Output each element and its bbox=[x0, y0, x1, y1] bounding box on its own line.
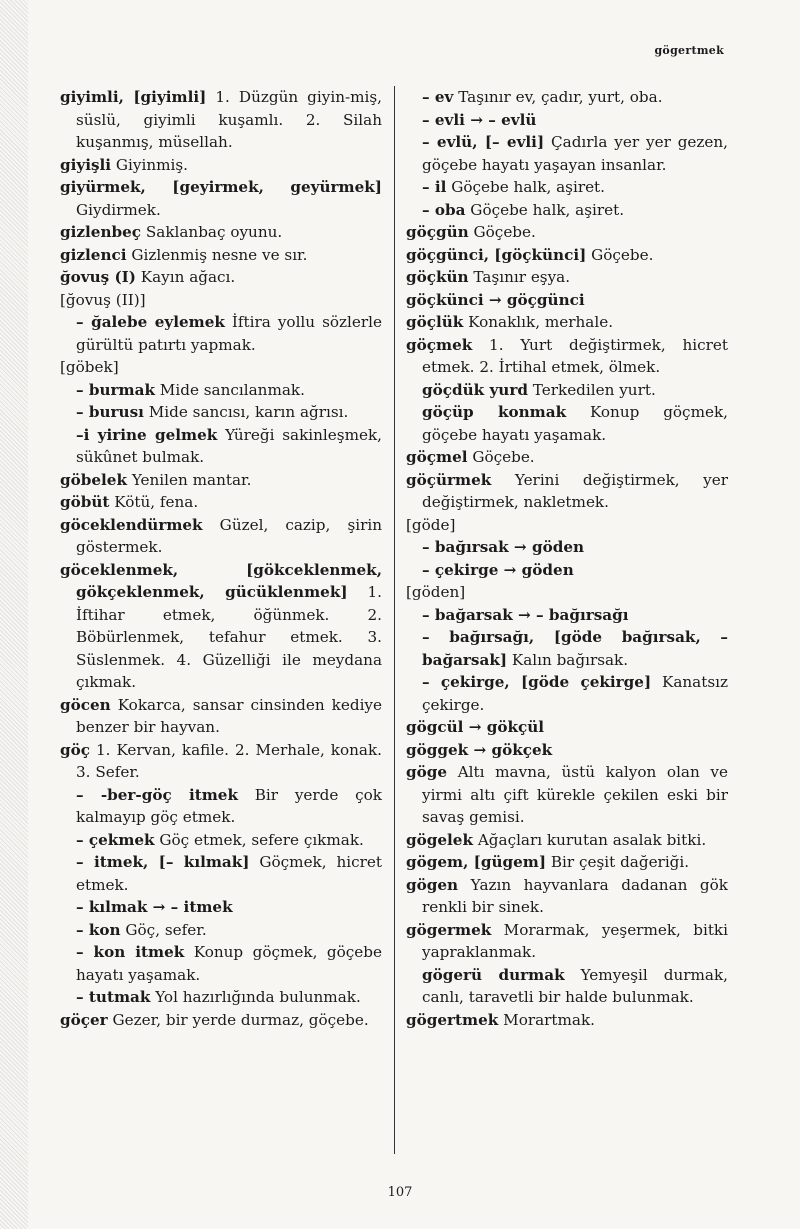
headword: gizlenci bbox=[60, 245, 127, 264]
headword: gögen bbox=[406, 875, 459, 894]
scanned-page-edge bbox=[0, 0, 28, 1229]
dictionary-subentry bbox=[60, 919, 382, 942]
dictionary-subentry bbox=[60, 784, 382, 829]
headword: – bağırsak → göden bbox=[422, 538, 585, 556]
dictionary-entry bbox=[406, 581, 728, 604]
dictionary-entry bbox=[60, 469, 382, 492]
headword: giyürmek, [geyirmek, geyürmek] bbox=[60, 178, 382, 196]
definition: İftira yollu sözlerle gürültü patırtı yapmak. bbox=[76, 313, 382, 354]
dictionary-subentry bbox=[406, 626, 728, 671]
definition: Göçebe. bbox=[468, 223, 536, 241]
headword: – ğalebe eylemek bbox=[76, 313, 225, 331]
dictionary-subentry bbox=[60, 424, 382, 469]
definition: 1. Düzgün giyin-miş, süslü, giyimli kuşamlı. 2. Silah kuşanmış, müsellah. bbox=[76, 88, 382, 151]
definition: Kokarca, sansar cinsinden kediye benzer bir hayvan. bbox=[76, 695, 382, 736]
dictionary-subentry bbox=[406, 559, 728, 582]
dictionary-entry bbox=[406, 829, 728, 852]
headword: göcen bbox=[60, 695, 111, 714]
headword: göbelek bbox=[60, 470, 127, 489]
headword: –i yirine gelmek bbox=[76, 425, 218, 444]
dictionary-entry bbox=[406, 446, 728, 469]
headword: giyişli bbox=[60, 155, 112, 174]
dictionary-entry bbox=[406, 311, 728, 334]
dictionary-subentry bbox=[406, 379, 728, 402]
headword: – bağırsağı, [göde bağırsak, – bağarsak] bbox=[422, 628, 728, 669]
headword: giyimli, [giyimli] bbox=[60, 88, 207, 106]
dictionary-entry bbox=[406, 874, 728, 919]
dictionary-subentry bbox=[406, 536, 728, 559]
headword: göçlük bbox=[406, 313, 464, 331]
headword: – itmek, [– kılmak] bbox=[76, 853, 250, 871]
dictionary-subentry bbox=[406, 401, 728, 446]
dictionary-subentry bbox=[406, 964, 728, 1009]
definition: Çadırla yer yer gezen, göçebe hayatı yaşayan insanlar. bbox=[422, 133, 729, 174]
headword: göceklenmek, [gökceklenmek, gökçeklenmek, gücüklenmek] bbox=[60, 560, 382, 601]
definition: Göçebe. bbox=[467, 448, 535, 466]
dictionary-entry bbox=[60, 356, 382, 379]
dictionary-entry bbox=[406, 716, 728, 739]
dictionary-subentry bbox=[406, 131, 728, 176]
dictionary-entry bbox=[406, 919, 728, 964]
dictionary-subentry bbox=[406, 199, 728, 222]
dictionary-subentry bbox=[60, 401, 382, 424]
definition: Kötü, fena. bbox=[109, 493, 199, 511]
headword: gögelek bbox=[406, 830, 473, 849]
definition: Kalın bağırsak. bbox=[507, 650, 629, 669]
definition: Yol hazırlığında bulunmak. bbox=[150, 988, 361, 1006]
definition: Yüreği sakinleşmek, sükûnet bulmak. bbox=[76, 425, 382, 466]
dictionary-entry bbox=[60, 491, 382, 514]
dictionary-entry bbox=[60, 514, 382, 559]
definition: Terkedilen yurt. bbox=[527, 380, 656, 399]
definition: Konaklık, merhale. bbox=[463, 313, 614, 331]
definition: Gezer, bir yerde durmaz, göçebe. bbox=[107, 1010, 369, 1029]
headword: – oba bbox=[422, 200, 466, 219]
definition: [göden] bbox=[406, 583, 466, 601]
dictionary-subentry bbox=[60, 941, 382, 986]
headword: gögertmek bbox=[406, 1010, 499, 1029]
definition: Göçebe halk, aşiret. bbox=[465, 200, 625, 219]
dictionary-entry bbox=[406, 244, 728, 267]
definition: [göbek] bbox=[60, 358, 119, 376]
definition: Göçmek, hicret etmek. bbox=[76, 853, 382, 894]
headword: – ev bbox=[422, 88, 454, 106]
dictionary-entry bbox=[406, 761, 728, 829]
definition: Giyinmiş. bbox=[111, 155, 188, 174]
headword: göç bbox=[60, 740, 90, 759]
definition: Bir yerde çok kalmayıp göç etmek. bbox=[76, 785, 382, 826]
definition: Yemyeşil durmak, canlı, taravetli bir halde bulunmak. bbox=[422, 965, 729, 1006]
headword: göceklendürmek bbox=[60, 515, 203, 534]
dictionary-entry bbox=[406, 334, 728, 379]
headword: – -ber-göç itmek bbox=[76, 785, 238, 804]
headword: – çekmek bbox=[76, 830, 155, 849]
definition: Mide sancısı, karın ağrısı. bbox=[143, 403, 349, 421]
dictionary-entry bbox=[406, 739, 728, 762]
headword: gizlenbeç bbox=[60, 223, 142, 241]
definition: Bir çeşit dağeriği. bbox=[546, 853, 690, 871]
definition: Konup göçmek, göçebe hayatı yaşamak. bbox=[422, 403, 728, 444]
definition: Göçebe. bbox=[586, 245, 654, 264]
definition: Ağaçları kurutan asalak bitki. bbox=[473, 830, 707, 849]
dictionary-subentry bbox=[60, 311, 382, 356]
headword: ğovuş (I) bbox=[60, 268, 136, 286]
headword: göçdük yurd bbox=[422, 380, 528, 399]
dictionary-entry bbox=[60, 289, 382, 312]
dictionary-entry bbox=[60, 739, 382, 784]
dictionary-subentry bbox=[60, 851, 382, 896]
headword: göçkünci → göçgünci bbox=[406, 290, 585, 309]
headword: – burusı bbox=[76, 403, 144, 421]
definition: Kayın ağacı. bbox=[135, 268, 236, 286]
headword: göçmel bbox=[406, 448, 468, 466]
dictionary-entry bbox=[60, 154, 382, 177]
headword: göçgün bbox=[406, 223, 469, 241]
definition: 1. Yurt değiştirmek, hicret etmek. 2. İrtihal etmek, ölmek. bbox=[422, 335, 728, 376]
headword: gögem, [gügem] bbox=[406, 853, 547, 871]
right-column bbox=[406, 86, 728, 1031]
dictionary-entry bbox=[60, 694, 382, 739]
definition: Yerini değiştirmek, yer değiştirmek, nakletmek. bbox=[422, 470, 728, 511]
dictionary-entry bbox=[60, 1009, 382, 1032]
definition: Giydirmek. bbox=[76, 200, 161, 219]
dictionary-subentry bbox=[60, 896, 382, 919]
headword: – kon bbox=[76, 920, 121, 939]
dictionary-entry bbox=[60, 86, 382, 154]
definition: Altı mavna, üstü kalyon olan ve yirmi altı çift kürekle çekilen eski bir savaş gemisi. bbox=[422, 763, 728, 826]
column-divider bbox=[394, 86, 395, 1154]
dictionary-entry bbox=[60, 176, 382, 221]
definition: Morartmak. bbox=[498, 1010, 595, 1029]
headword: – çekirge, [göde çekirge] bbox=[422, 673, 652, 691]
dictionary-subentry bbox=[406, 604, 728, 627]
definition: 1. İftihar etmek, öğünmek. 2. Böbürlenmek, tefahur etmek. 3. Süslenmek. 4. Güzelliği ile meydana çıkmak. bbox=[76, 583, 382, 691]
headword: – kılmak → – itmek bbox=[76, 898, 233, 916]
dictionary-entry bbox=[60, 221, 382, 244]
headword: göggek → gökçek bbox=[406, 740, 553, 759]
definition: Taşınır ev, çadır, yurt, oba. bbox=[453, 88, 663, 106]
headword: gögerü durmak bbox=[422, 965, 565, 984]
headword: göçmek bbox=[406, 335, 473, 354]
headword: – bağarsak → – bağırsağı bbox=[422, 605, 629, 624]
headword: gögermek bbox=[406, 920, 492, 939]
running-head: gögertmek bbox=[654, 44, 724, 57]
definition: Gizlenmiş nesne ve sır. bbox=[126, 245, 308, 264]
definition: 1. Kervan, kafile. 2. Merhale, konak. 3. Sefer. bbox=[76, 740, 382, 781]
definition: Göç, sefer. bbox=[120, 920, 207, 939]
dictionary-entry bbox=[60, 266, 382, 289]
headword: göçürmek bbox=[406, 470, 492, 489]
dictionary-entry bbox=[406, 469, 728, 514]
headword: – tutmak bbox=[76, 988, 151, 1006]
left-column bbox=[60, 86, 382, 1031]
dictionary-subentry bbox=[406, 176, 728, 199]
dictionary-subentry bbox=[60, 829, 382, 852]
page-number: 107 bbox=[387, 1185, 413, 1200]
definition: Yazın hayvanlara dadanan gök renkli bir sinek. bbox=[422, 875, 728, 916]
headword: – evlü, [– evli] bbox=[422, 133, 545, 151]
headword: – kon itmek bbox=[76, 943, 185, 961]
definition: Saklanbaç oyunu. bbox=[141, 223, 283, 241]
dictionary-entry bbox=[406, 514, 728, 537]
dictionary-entry bbox=[406, 289, 728, 312]
definition: Güzel, cazip, şirin göstermek. bbox=[76, 515, 382, 556]
headword: – evli → – evlü bbox=[422, 110, 537, 129]
definition: [ğovuş (II)] bbox=[60, 290, 146, 309]
definition: Morarmak, yeşermek, bitki yapraklanmak. bbox=[422, 920, 728, 961]
dictionary-subentry bbox=[406, 86, 728, 109]
headword: – çekirge → göden bbox=[422, 560, 574, 579]
definition: Yenilen mantar. bbox=[127, 470, 252, 489]
dictionary-entry bbox=[60, 244, 382, 267]
dictionary-entry bbox=[406, 221, 728, 244]
headword: göçüp konmak bbox=[422, 403, 567, 421]
headword: göbüt bbox=[60, 493, 110, 511]
definition: Göç etmek, sefere çıkmak. bbox=[154, 830, 364, 849]
dictionary-entry bbox=[406, 1009, 728, 1032]
dictionary-subentry bbox=[60, 986, 382, 1009]
definition: Konup göçmek, göçebe hayatı yaşamak. bbox=[76, 943, 383, 984]
dictionary-entry bbox=[406, 851, 728, 874]
definition: [göde] bbox=[406, 515, 456, 534]
dictionary-subentry bbox=[406, 671, 728, 716]
headword: – burmak bbox=[76, 380, 155, 399]
dictionary-subentry bbox=[60, 379, 382, 402]
headword: göge bbox=[406, 763, 448, 781]
definition: Göçebe halk, aşiret. bbox=[446, 178, 605, 196]
dictionary-entry bbox=[60, 559, 382, 694]
dictionary-entry bbox=[406, 266, 728, 289]
headword: göçer bbox=[60, 1010, 108, 1029]
definition: Kanatsız çekirge. bbox=[422, 673, 728, 714]
headword: göçgünci, [göçkünci] bbox=[406, 245, 587, 264]
definition: Taşınır eşya. bbox=[468, 268, 571, 286]
definition: Mide sancılanmak. bbox=[154, 380, 305, 399]
dictionary-subentry bbox=[406, 109, 728, 132]
headword: gögcül → gökçül bbox=[406, 718, 545, 736]
headword: göçkün bbox=[406, 268, 469, 286]
headword: – il bbox=[422, 178, 447, 196]
